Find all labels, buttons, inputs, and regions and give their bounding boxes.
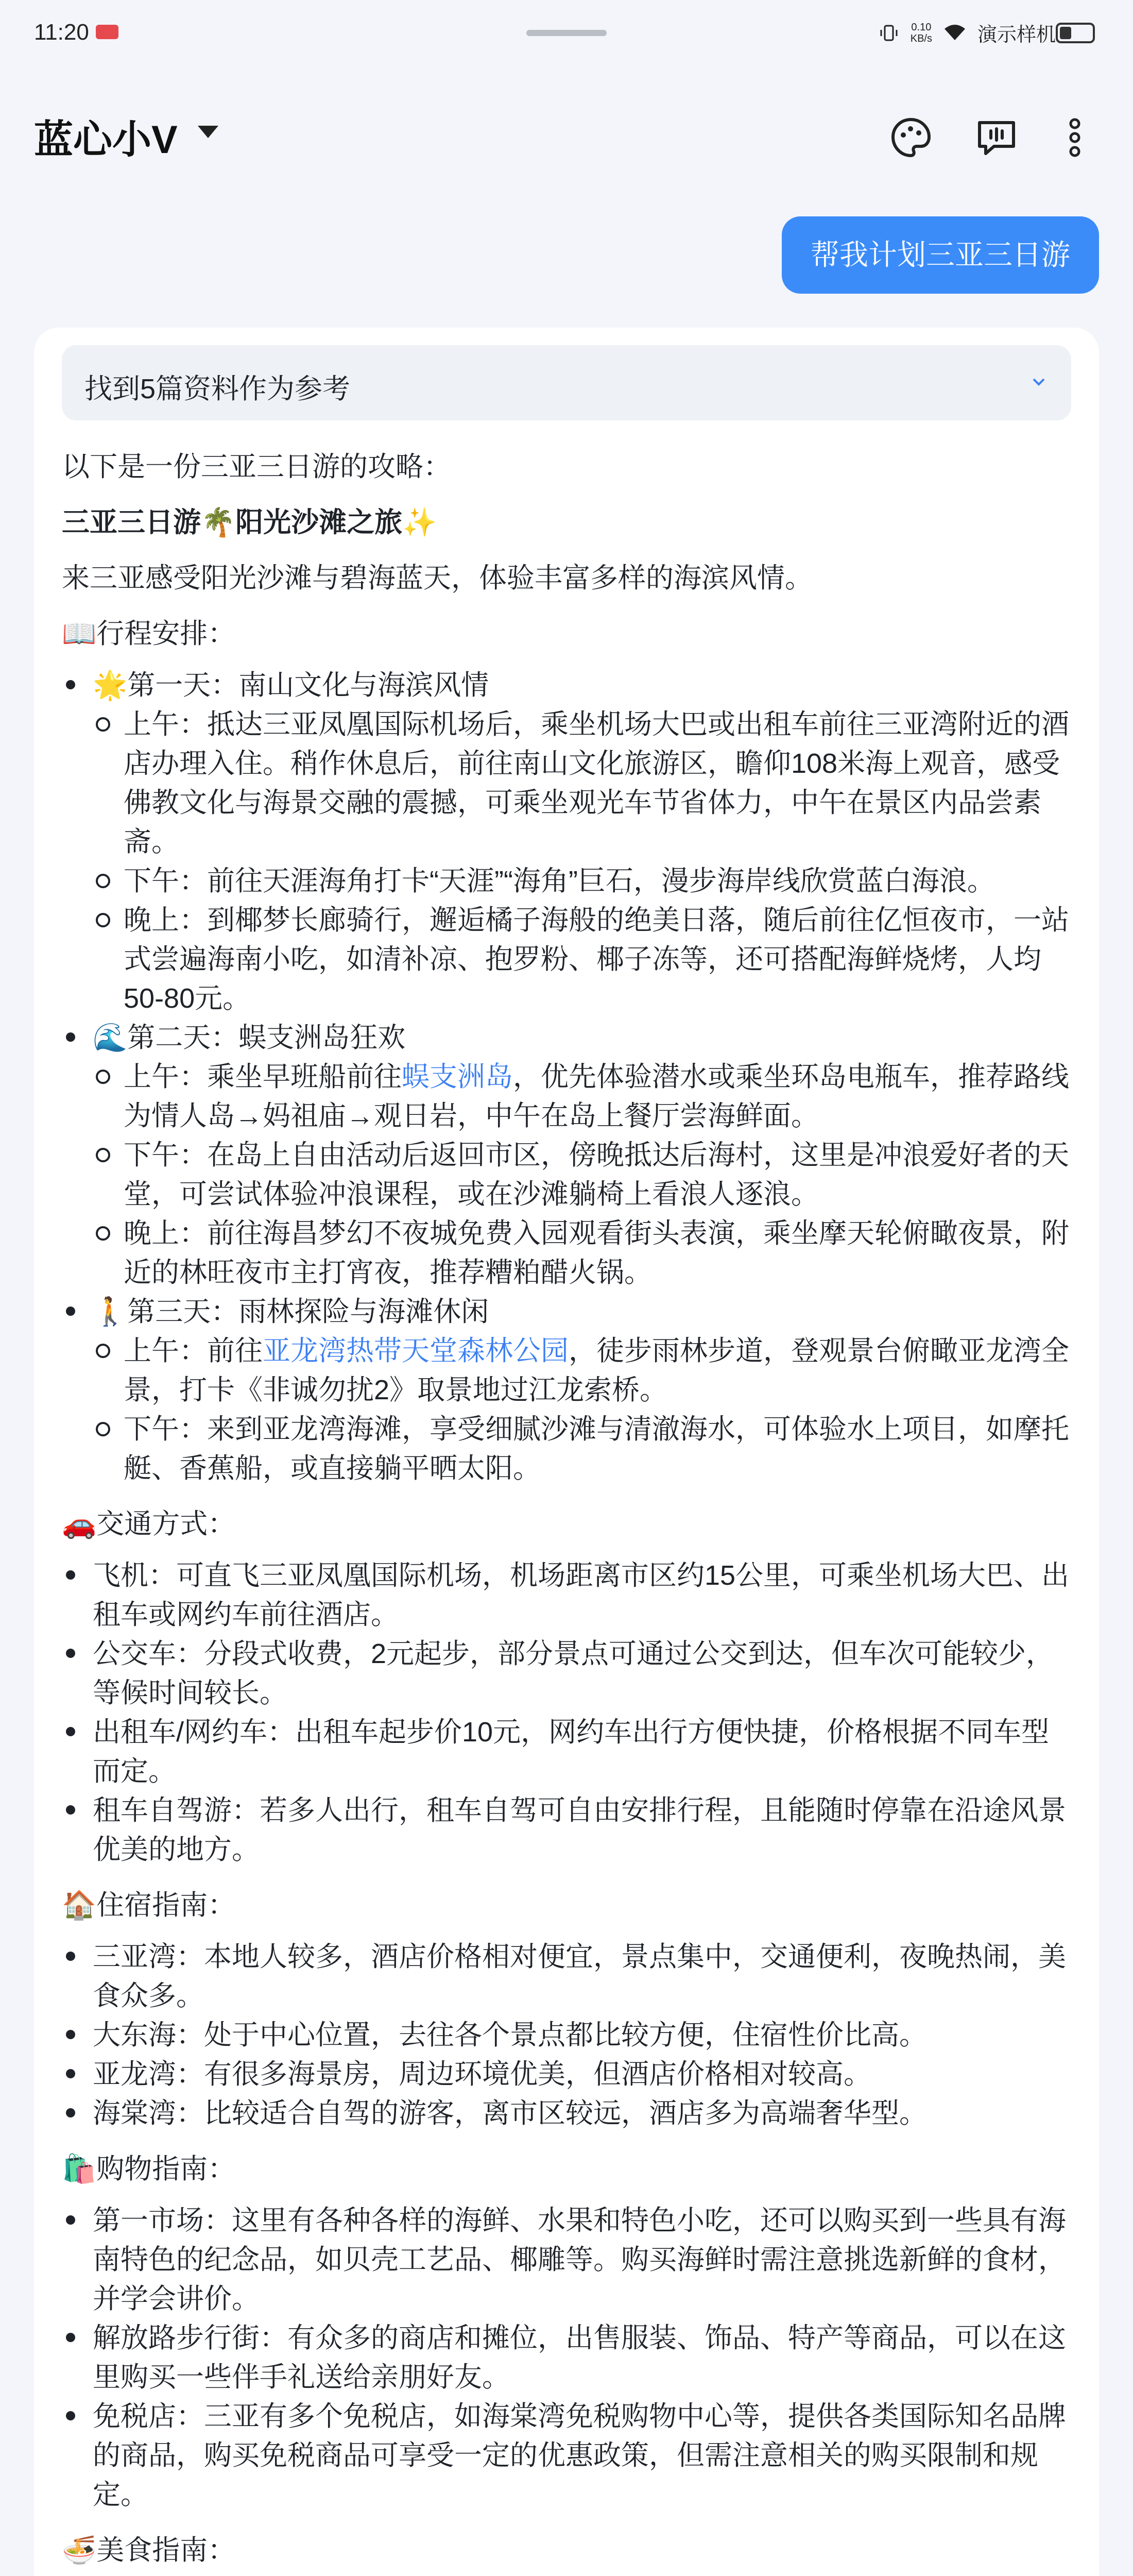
activity-item: 晚上：到椰梦长廊骑行，邂逅橘子海般的绝美日落，随后前往亿恒夜市，一站式尝遍海南小吃，如清补凉、抱罗粉、椰子冻等，还可搭配海鲜烧烤，人均50-80元。 xyxy=(93,901,1071,1018)
list-item: 亚龙湾：有很多海景房，周边环境优美，但酒店价格相对较高。 xyxy=(62,2055,1071,2094)
voice-message-icon[interactable] xyxy=(973,114,1020,161)
day-activities xyxy=(93,1331,1071,1488)
day-title: 🚶第三天：雨林探险与海滩休闲 xyxy=(93,1296,489,1327)
list-item: 免税店：三亚有多个免税店，如海棠湾免税购物中心等，提供各类国际知名品牌的商品，购买免税商品可享受一定的优惠政策，但需注意相关的购买限制和规定。 xyxy=(62,2397,1071,2514)
notification-icon xyxy=(96,25,118,39)
activity-item: 下午：前往天涯海角打卡“天涯”“海角”巨石，漫步海岸线欣赏蓝白海浪。 xyxy=(93,861,1071,901)
drag-handle[interactable] xyxy=(526,30,607,36)
day-item xyxy=(62,1292,1071,1488)
day-title: 🌊第二天：蜈支洲岛狂欢 xyxy=(93,1022,406,1053)
references-label: 找到5篇资料作为参考 xyxy=(84,374,351,404)
list-item: 大东海：处于中心位置，去往各个景点都比较方便，住宿性价比高。 xyxy=(62,2015,1071,2055)
answer-intro: 以下是一份三亚三日游的攻略： xyxy=(62,451,451,482)
network-speed: 0.10 KB/s xyxy=(910,21,932,44)
activity-item: 下午：在岛上自由活动后返回市区，傍晚抵达后海村，这里是冲浪爱好者的天堂，可尝试体验冲浪课程，或在沙滩躺椅上看浪人逐浪。 xyxy=(93,1136,1071,1214)
day-activities xyxy=(93,1057,1071,1292)
battery-icon xyxy=(1056,23,1095,43)
day-activities xyxy=(93,705,1071,1018)
list-item: 三亚湾：本地人较多，酒店价格相对便宜，景点集中，交通便利，夜晚热闹，美食众多。 xyxy=(62,1937,1071,2015)
carrier-label: 演示样机 xyxy=(977,24,1056,46)
lodging-heading: 🏠住宿指南： xyxy=(62,1890,236,1921)
activity-item: 上午：乘坐早班船前往蜈支洲岛，优先体验潜水或乘坐环岛电瓶车，推荐路线为情人岛→妈祖庙→观日岩，中午在岛上餐厅尝海鲜面。 xyxy=(93,1057,1071,1136)
activity-item: 上午：抵达三亚凤凰国际机场后，乘坐机场大巴或出租车前往三亚湾附近的酒店办理入住。稍作休息后，前往南山文化旅游区，瞻仰108米海上观音，感受佛教文化与海景交融的震撼，可乘坐观光车节省体力，中午在景区内品尝素斋。 xyxy=(93,705,1071,861)
answer-tagline: 来三亚感受阳光沙滩与碧海蓝天，体验丰富多样的海滨风情。 xyxy=(62,563,813,594)
wifi-icon xyxy=(943,23,966,43)
activity-item: 下午：来到亚龙湾海滩，享受细腻沙滩与清澈海水，可体验水上项目，如摩托艇、香蕉船，或直接躺平晒太阳。 xyxy=(93,1410,1071,1488)
list-item: 第一市场：这里有各种各样的海鲜、水果和特色小吃，还可以购买到一些具有海南特色的纪念品，如贝壳工艺品、椰雕等。购买海鲜时需注意挑选新鲜的食材，并学会讲价。 xyxy=(62,2201,1071,2318)
status-icons xyxy=(879,19,1056,47)
assistant-answer-card xyxy=(34,328,1099,2576)
shopping-list xyxy=(62,2201,1071,2514)
activity-item: 晚上：前往海昌梦幻不夜城免费入园观看街头表演，乘坐摩天轮俯瞰夜景，附近的林旺夜市主打宵夜，推荐糟粕醋火锅。 xyxy=(93,1214,1071,1292)
itinerary-list xyxy=(62,666,1071,1488)
day-title: 🌟第一天：南山文化与海滨风情 xyxy=(93,670,489,701)
food-heading: 🍜美食指南： xyxy=(62,2535,236,2566)
day-item xyxy=(62,1018,1071,1292)
list-item: 解放路步行街：有众多的商店和摊位，出售服装、饰品、特产等商品，可以在这里购买一些伴手礼送给亲朋好友。 xyxy=(62,2318,1071,2397)
day-item xyxy=(62,666,1071,1018)
chevron-down-icon xyxy=(1031,374,1046,389)
chevron-down-icon[interactable] xyxy=(198,126,218,138)
list-item: 飞机：可直飞三亚凤凰国际机场，机场距离市区约15公里，可乘坐机场大巴、出租车或网约车前往酒店。 xyxy=(62,1556,1071,1634)
assistant-name[interactable]: 蓝心小V xyxy=(34,118,178,162)
list-item: 出租车/网约车：出租车起步价10元，网约车出行方便快捷，价格根据不同车型而定。 xyxy=(62,1713,1071,1791)
more-options-icon[interactable] xyxy=(1057,114,1093,161)
activity-item: 上午：前往亚龙湾热带天堂森林公园，徒步雨林步道，登观景台俯瞰亚龙湾全景，打卡《非诚勿扰2》取景地过江龙索桥。 xyxy=(93,1331,1071,1410)
transport-heading: 🚗交通方式： xyxy=(62,1509,236,1539)
status-bar xyxy=(0,0,1133,72)
palette-icon[interactable] xyxy=(888,114,934,161)
itinerary-heading: 📖行程安排： xyxy=(62,618,236,649)
app-header xyxy=(0,77,1133,191)
answer-content xyxy=(62,431,1071,2576)
user-message-bubble[interactable]: 帮我计划三亚三日游 xyxy=(782,216,1099,294)
list-item: 海棠湾：比较适合自驾的游客，离市区较远，酒店多为高端奢华型。 xyxy=(62,2094,1071,2133)
vibrate-icon xyxy=(879,23,899,43)
references-dropdown[interactable] xyxy=(62,345,1071,420)
lodging-list xyxy=(62,1937,1071,2133)
status-time: 11:20 xyxy=(34,20,89,45)
transport-list xyxy=(62,1556,1071,1869)
place-link[interactable]: 蜈支洲岛 xyxy=(402,1061,513,1092)
list-item: 租车自驾游：若多人出行，租车自驾可自由安排行程，且能随时停靠在沿途风景优美的地方。 xyxy=(62,1791,1071,1869)
place-link[interactable]: 亚龙湾热带天堂森林公园 xyxy=(263,1335,569,1366)
shopping-heading: 🛍️购物指南： xyxy=(62,2154,236,2184)
list-item: 公交车：分段式收费，2元起步，部分景点可通过公交到达，但车次可能较少，等候时间较长。 xyxy=(62,1634,1071,1713)
answer-title: 三亚三日游🌴阳光沙滩之旅✨ xyxy=(62,507,437,538)
